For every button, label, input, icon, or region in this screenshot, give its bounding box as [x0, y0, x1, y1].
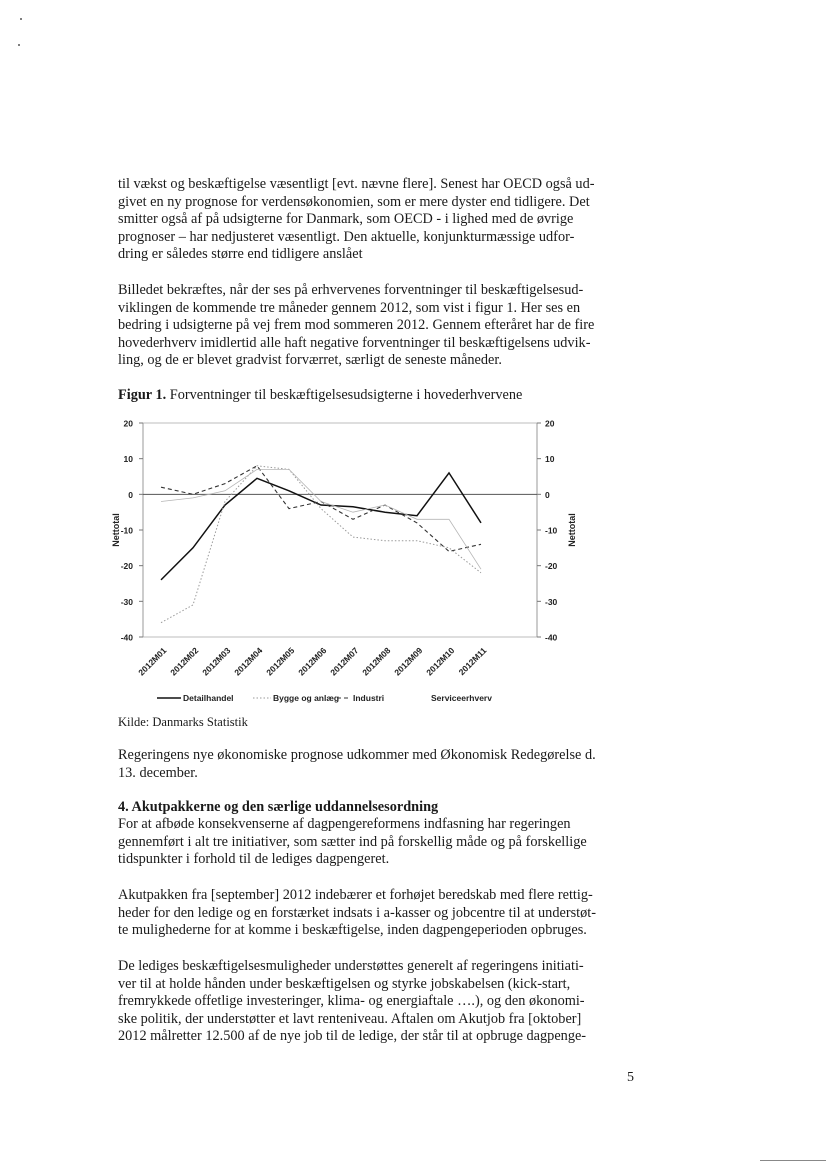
y-tick-label-left: -10	[120, 525, 133, 536]
y-axis-title-right: Nettotal	[567, 513, 577, 547]
paragraph-oecd-outlook	[118, 176, 598, 264]
y-axis-title-left: Nettotal	[111, 513, 121, 547]
paragraph-economic-forecast	[118, 747, 598, 782]
x-tick-label: 2012M03	[200, 645, 233, 678]
page-number: 5	[627, 1070, 634, 1085]
text-line: tidspunkter i forhold til de lediges dagpengeret.	[118, 851, 390, 868]
text-line: Regeringens nye økonomiske prognose udkommer med Økonomisk Redegørelse d.	[118, 747, 596, 763]
paragraph-job-initiatives	[118, 958, 598, 1046]
x-tick-label: 2012M01	[136, 645, 169, 678]
text-line: fremrykkede offetlige investeringer, klima- og energiaftale ….), og den økonomi-	[118, 993, 585, 1010]
y-tick-label-right: 10	[545, 454, 555, 465]
x-tick-label: 2012M06	[296, 645, 329, 678]
y-tick-label-right: -40	[545, 632, 558, 643]
series-line-serviceerhverv	[161, 469, 481, 569]
text-line: ver til at holde hånden under beskæftigelsen og styrke jobskabelsen (kick-start,	[118, 975, 571, 992]
y-tick-label-left: 10	[123, 454, 133, 465]
text-line: ling, og de er blevet gradvist forværret, særligt de seneste måneder.	[118, 352, 502, 369]
x-tick-label: 2012M09	[392, 645, 425, 678]
text-line: gennemført i alt tre initiativer, som sætter ind på forskellig måde og på forskellige	[118, 833, 587, 850]
y-tick-label-left: -20	[120, 561, 133, 572]
x-tick-label: 2012M10	[424, 645, 457, 678]
x-tick-label: 2012M02	[168, 645, 201, 678]
text-line: ske politik, der understøtter et lavt renteniveau. Aftalen om Akutjob fra [oktober]	[118, 1010, 582, 1027]
figure-label: Figur 1.	[118, 387, 167, 403]
scan-speck	[20, 18, 22, 20]
x-tick-label: 2012M04	[232, 645, 265, 678]
legend-label: Industri	[353, 693, 385, 703]
text-line: smitter også af på udsigterne for Danmark, som OECD - i lighed med de øvrige	[118, 211, 574, 228]
legend-label: Detailhandel	[183, 693, 234, 703]
scan-edge-line	[760, 1160, 826, 1161]
employment-expectations-chart	[105, 405, 605, 710]
y-tick-label-right: -20	[545, 561, 558, 572]
paragraph-dagpenge-reform	[118, 816, 598, 869]
paragraph-akutpakken	[118, 887, 598, 940]
y-tick-label-right: -10	[545, 525, 558, 536]
text-line: prognoser – har nedjusteret væsentligt. Den aktuelle, konjunkturmæssige udfor-	[118, 228, 575, 245]
text-line: hovederhverv imidlertid alle haft negative forventninger til beskæftigelsens udvik-	[118, 334, 591, 351]
figure-source: Kilde: Danmarks Statistik	[118, 715, 248, 729]
text-line: til vækst og beskæftigelse væsentligt [evt. nævne flere]. Senest har OECD også ud-	[118, 176, 595, 192]
paragraph-employment-expectations	[118, 282, 598, 370]
x-tick-label: 2012M05	[264, 645, 297, 678]
text-line: givet en ny prognose for verdensøkonomien, som er mere dyster end tidligere. Det	[118, 193, 590, 210]
text-line: 2012 målretter 12.500 af de nye job til de ledige, der står til at opbruge dagpenge-	[118, 1028, 587, 1045]
text-line: te mulighederne for at komme i beskæftigelse, inden dagpengeperioden opbruges.	[118, 922, 587, 939]
scan-speck	[18, 44, 20, 46]
y-tick-label-left: 0	[128, 489, 133, 500]
text-line: bedring i udsigterne på vej frem mod sommeren 2012. Gennem efteråret har de fire	[118, 317, 595, 334]
y-tick-label-right: 0	[545, 489, 550, 500]
y-tick-label-left: -40	[120, 632, 133, 643]
legend-label: Bygge og anlæg	[273, 693, 340, 703]
text-line: De lediges beskæftigelsesmuligheder understøttes generelt af regeringens initiati-	[118, 958, 584, 974]
text-line: viklingen de kommende tre måneder gennem 2012, som vist i figur 1. Her ses en	[118, 299, 581, 316]
y-tick-label-right: 20	[545, 418, 555, 429]
text-line: Billedet bekræftes, når der ses på erhvervenes forventninger til beskæftigelsesud-	[118, 282, 584, 298]
figure-caption-text: Forventninger til beskæftigelsesudsigterne i hovederhvervene	[166, 387, 523, 403]
y-tick-label-left: 20	[123, 418, 133, 429]
series-line-industri	[161, 466, 481, 552]
x-tick-label: 2012M07	[328, 645, 361, 678]
text-line: dring er således større end tidligere anslået	[118, 246, 363, 263]
text-line: Akutpakken fra [september] 2012 indebærer et forhøjet beredskab med flere rettig-	[118, 887, 593, 903]
text-line: For at afbøde konsekvenserne af dagpengereformens indfasning har regeringen	[118, 816, 571, 832]
legend-label: Serviceerhverv	[431, 693, 492, 703]
y-tick-label-left: -30	[120, 596, 133, 607]
figure-caption	[118, 387, 522, 404]
section-heading: 4. Akutpakkerne og den særlige uddannelsesordning	[118, 799, 439, 815]
y-tick-label-right: -30	[545, 596, 558, 607]
x-tick-label: 2012M08	[360, 645, 393, 678]
text-line: 13. december.	[118, 764, 198, 781]
x-tick-label: 2012M11	[456, 645, 489, 678]
text-line: heder for den ledige og en forstærket indsats i a-kasser og jobcentre til at understøt-	[118, 904, 597, 921]
